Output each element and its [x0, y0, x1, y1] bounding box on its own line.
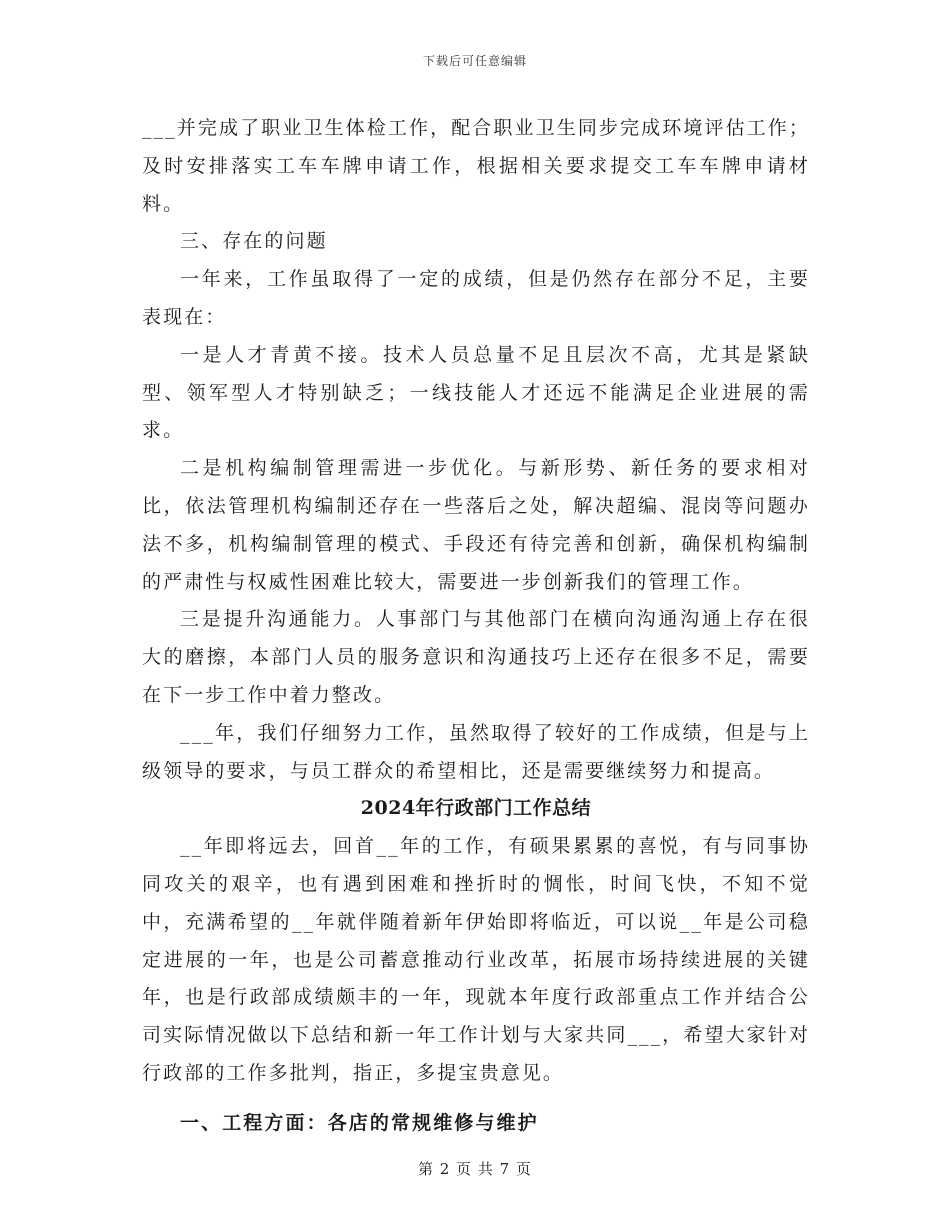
section-heading-problems: 三、存在的问题	[180, 230, 328, 253]
section-heading-engineering: 一、工程方面：各店的常规维修与维护	[180, 1111, 539, 1134]
paragraph: __年即将远去，回首__年的工作，有硕果累累的喜悦，有与同事协同攻关的艰辛，也有遇到困难和挫折时的惆怅，时间飞快，不知不觉中，充满希望的__年就伴随着新年伊始即将临近，可以说__年是公司稳定进展的一年，也是公司蓄意推动行业改革，拓展市场持续进展的关键年，也是行政部成绩颇丰的一年，现就本年度行政部重点工作并结合公司实际情况做以下总结和新一年工作计划与大家共同___，希望大家针对行政部的工作多批判，指正，多提宝贵意见。	[142, 835, 810, 1084]
paragraph: 一是人才青黄不接。技术人员总量不足且层次不高，尤其是紧缺型、领军型人才特别缺乏；一线技能人才还远不能满足企业进展的需求。	[142, 343, 810, 442]
page-number: 第 2 页 共 7 页	[418, 1160, 532, 1178]
document-title: 2024年行政部门工作总结	[360, 797, 592, 820]
paragraph: ___年，我们仔细努力工作，虽然取得了较好的工作成绩，但是与上级领导的要求，与员工群众的希望相比，还是需要继续努力和提高。	[142, 721, 810, 782]
paragraph: 一年来，工作虽取得了一定的成绩，但是仍然存在部分不足，主要表现在：	[142, 268, 810, 328]
document-body	[142, 110, 810, 1143]
paragraph: 二是机构编制管理需进一步优化。与新形势、新任务的要求相对比，依法管理机构编制还存在一些落后之处，解决超编、混岗等问题办法不多，机构编制管理的模式、手段还有待完善和创新，确保机构编制的严肃性与权威性困难比较大，需要进一步创新我们的管理工作。	[142, 457, 810, 593]
paragraph: 三是提升沟通能力。人事部门与其他部门在横向沟通沟通上存在很大的磨擦，本部门人员的服务意识和沟通技巧上还存在很多不足，需要在下一步工作中着力整改。	[142, 608, 810, 706]
paragraph-continuation: ___并完成了职业卫生体检工作，配合职业卫生同步完成环境评估工作；及时安排落实工车车牌申请工作，根据相关要求提交工车车牌申请材料。	[142, 117, 810, 215]
page-header: 下载后可任意编辑	[422, 54, 527, 68]
